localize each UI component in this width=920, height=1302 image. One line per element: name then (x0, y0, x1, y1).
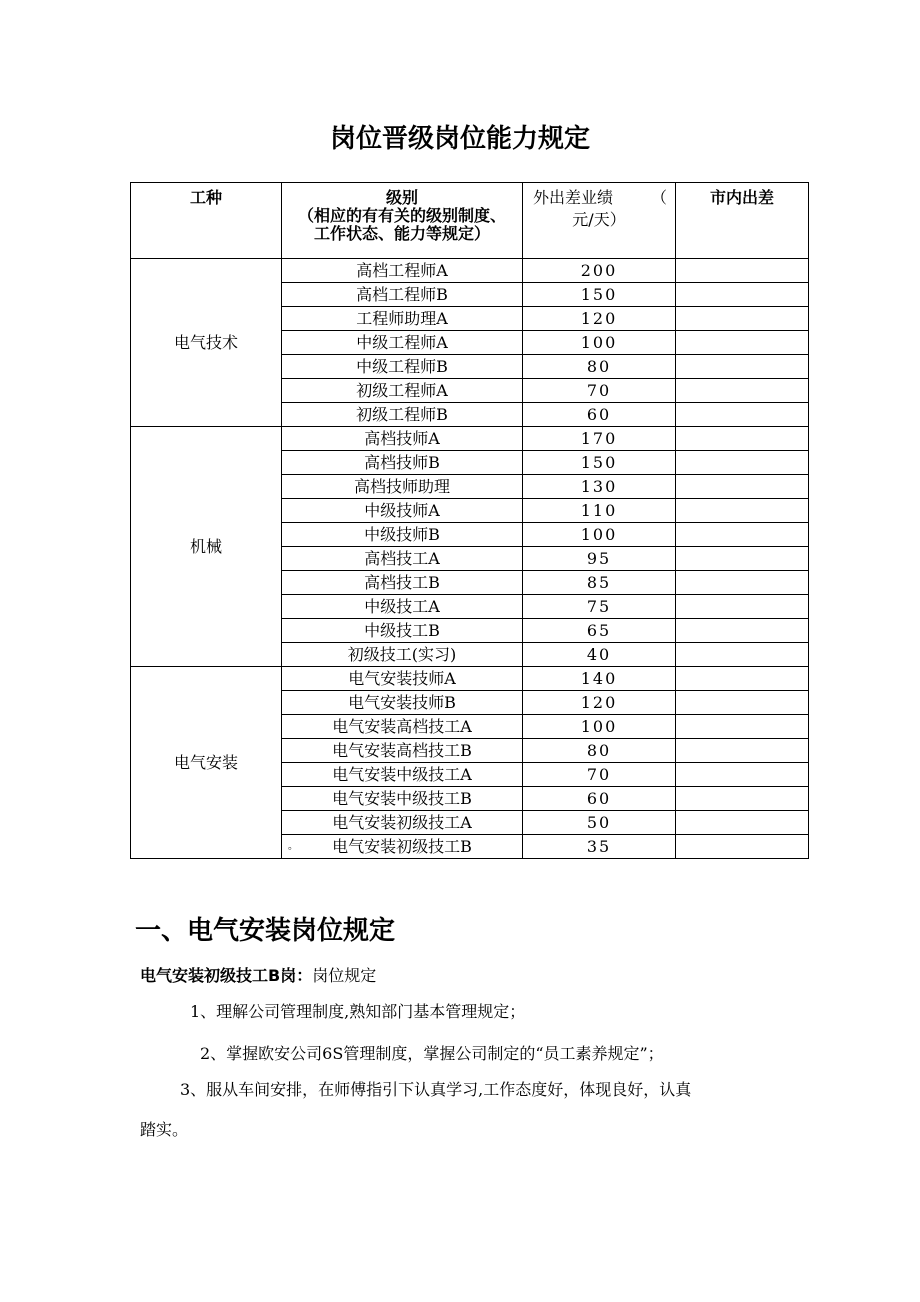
city-value-cell (676, 475, 809, 499)
section-heading: 一、电气安装岗位规定 (135, 916, 396, 946)
table-row (131, 427, 809, 451)
level-cell (282, 259, 523, 283)
section-subheading (140, 963, 376, 986)
level-cell (282, 283, 523, 307)
level-text: 电气安装初级技工B (332, 836, 472, 856)
table-row (131, 667, 809, 691)
subheading-bold: 电气安装初级技工B岗： (140, 966, 313, 985)
performance-value-cell: 200 (523, 259, 676, 283)
level-cell (282, 739, 523, 763)
level-text: 高档技工B (364, 572, 440, 592)
header-city: 市内出差 (676, 183, 809, 259)
level-cell (282, 499, 523, 523)
level-text: 高档技师B (364, 452, 440, 472)
level-cell (282, 403, 523, 427)
level-text: 工程师助理A (356, 308, 448, 328)
level-cell (282, 379, 523, 403)
grade-table (130, 182, 809, 859)
city-value-cell (676, 667, 809, 691)
header-perf-line2: 元/天） (572, 210, 626, 229)
level-text: 电气安装中级技工B (332, 788, 472, 808)
level-cell (282, 643, 523, 667)
level-text: 电气安装技师B (348, 692, 456, 712)
performance-value-cell: 150 (523, 283, 676, 307)
header-type: 工种 (131, 183, 282, 259)
city-value-cell (676, 691, 809, 715)
city-value-cell (676, 307, 809, 331)
category-cell: 电气技术 (131, 259, 282, 427)
level-text: 中级技工B (364, 620, 440, 640)
header-level-line3: 工作状态、能力等规定） (313, 224, 490, 243)
level-cell (282, 619, 523, 643)
rule-item-3-cont: 踏实。 (140, 1120, 189, 1139)
performance-value-cell: 170 (523, 427, 676, 451)
level-text: 高档技师助理 (353, 476, 450, 496)
header-perf-line1: 外出差业绩 (533, 188, 614, 207)
performance-value-cell: 80 (523, 739, 676, 763)
level-cell (282, 331, 523, 355)
level-cell (282, 811, 523, 835)
city-value-cell (676, 451, 809, 475)
performance-value-cell: 75 (523, 595, 676, 619)
city-value-cell (676, 571, 809, 595)
city-value-cell (676, 547, 809, 571)
performance-value-cell: 40 (523, 643, 676, 667)
city-value-cell (676, 643, 809, 667)
level-cell (282, 475, 523, 499)
performance-value-cell: 70 (523, 379, 676, 403)
level-text: 电气安装技师A (348, 668, 456, 688)
level-text: 电气安装初级技工A (332, 812, 472, 832)
header-perf-paren: （ (650, 188, 667, 207)
level-text: 高档工程师A (356, 260, 448, 280)
city-value-cell (676, 595, 809, 619)
level-cell (282, 787, 523, 811)
city-value-cell (676, 811, 809, 835)
performance-value-cell: 50 (523, 811, 676, 835)
category-cell: 机械 (131, 427, 282, 667)
level-cell (282, 763, 523, 787)
header-level-line2: （相应的有有关的级别制度、 (297, 206, 506, 225)
level-cell (282, 355, 523, 379)
level-text: 电气安装高档技工A (332, 716, 472, 736)
performance-value-cell: 100 (523, 331, 676, 355)
performance-value-cell: 140 (523, 667, 676, 691)
level-cell (282, 427, 523, 451)
rule-item-1: 1、理解公司管理制度,熟知部门基本管理规定； (190, 1002, 526, 1021)
level-text: 中级工程师A (356, 332, 448, 352)
city-value-cell (676, 259, 809, 283)
performance-value-cell: 130 (523, 475, 676, 499)
performance-value-cell: 95 (523, 547, 676, 571)
header-level-line1: 级别 (385, 188, 418, 207)
header-performance (523, 183, 676, 259)
performance-value-cell: 85 (523, 571, 676, 595)
performance-value-cell: 60 (523, 787, 676, 811)
city-value-cell (676, 763, 809, 787)
performance-value-cell: 120 (523, 307, 676, 331)
level-text: 高档技工A (364, 548, 440, 568)
header-level (282, 183, 523, 259)
city-value-cell (676, 427, 809, 451)
city-value-cell (676, 787, 809, 811)
level-text: 中级技工A (364, 596, 440, 616)
page-title: 岗位晋级岗位能力规定 (329, 124, 590, 154)
level-cell (282, 307, 523, 331)
performance-value-cell: 35 (523, 835, 676, 859)
level-text: 电气安装高档技工B (332, 740, 472, 760)
rule-item-2: 2、掌握欧安公司6S管理制度，掌握公司制定的“员工素养规定”； (200, 1044, 664, 1063)
level-text: 中级工程师B (356, 356, 448, 376)
level-text: 中级技师B (364, 524, 440, 544)
level-text: 初级技工(实习) (347, 644, 457, 664)
performance-value-cell: 60 (523, 403, 676, 427)
performance-value-cell: 65 (523, 619, 676, 643)
city-value-cell (676, 715, 809, 739)
level-cell (282, 547, 523, 571)
performance-value-cell: 120 (523, 691, 676, 715)
city-value-cell (676, 403, 809, 427)
performance-value-cell: 100 (523, 715, 676, 739)
city-value-cell (676, 355, 809, 379)
rule-item-3: 3、服从车间安排，在师傅指引下认真学习,工作态度好，体现良好，认真 (180, 1080, 692, 1099)
level-cell (282, 835, 523, 859)
level-text: 高档工程师B (356, 284, 448, 304)
level-cell (282, 595, 523, 619)
level-text: 高档技师A (364, 428, 440, 448)
city-value-cell (676, 619, 809, 643)
level-cell (282, 451, 523, 475)
level-cell (282, 691, 523, 715)
bullet-mark: 。 (288, 840, 298, 852)
level-cell (282, 571, 523, 595)
city-value-cell (676, 739, 809, 763)
performance-value-cell: 70 (523, 763, 676, 787)
level-text: 初级工程师A (356, 380, 448, 400)
category-cell: 电气安装 (131, 667, 282, 859)
table-row (131, 259, 809, 283)
city-value-cell (676, 523, 809, 547)
subheading-normal: 岗位规定 (312, 966, 377, 985)
level-text: 中级技师A (364, 500, 440, 520)
city-value-cell (676, 283, 809, 307)
level-text: 电气安装中级技工A (332, 764, 472, 784)
city-value-cell (676, 499, 809, 523)
performance-value-cell: 80 (523, 355, 676, 379)
performance-value-cell: 110 (523, 499, 676, 523)
level-cell (282, 523, 523, 547)
city-value-cell (676, 331, 809, 355)
city-value-cell (676, 835, 809, 859)
performance-value-cell: 100 (523, 523, 676, 547)
table-header-row (131, 183, 809, 259)
city-value-cell (676, 379, 809, 403)
performance-value-cell: 150 (523, 451, 676, 475)
level-cell (282, 715, 523, 739)
level-cell (282, 667, 523, 691)
level-text: 初级工程师B (356, 404, 448, 424)
